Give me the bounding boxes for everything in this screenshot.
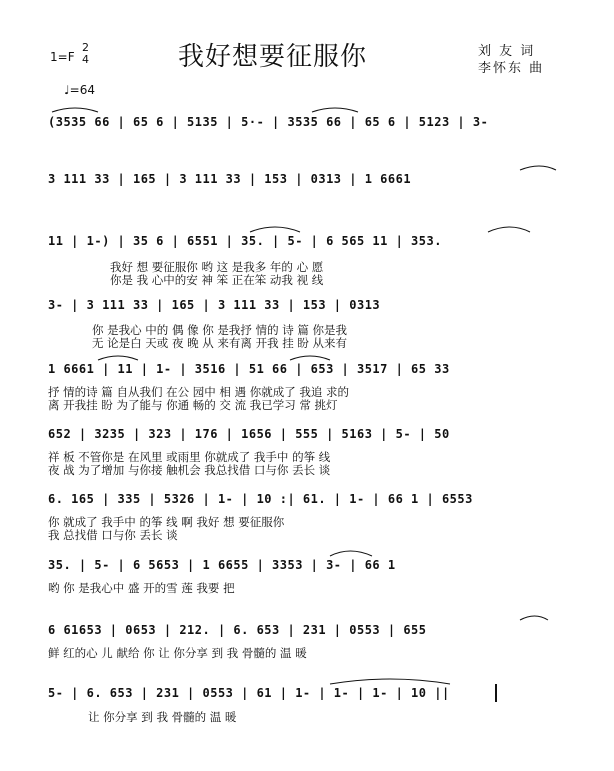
composer-credit: 李怀东 曲 [478,61,545,76]
slur [330,551,372,556]
slur [330,679,450,684]
lyrics-line-3a: 我好 想 要征服你 哟 这 是我多 年的 心 愿 [110,260,324,274]
notation-line-6: 652 | 3235 | 323 | 176 | 1656 | 555 | 5163 | 5- | 50 [48,427,450,441]
notation-line-3: 11 | 1-) | 35 6 | 6551 | 35. | 5- | 6 565 11 | 353. [48,234,442,248]
lyrics-line-6b: 夜 战 为了增加 与你接 触机会 我总找借 口与你 丢长 谈 [48,463,331,477]
lyrics-line-4b: 无 论是白 天或 夜 晚 从 来有离 开我 挂 盼 从来有 [92,336,348,350]
notation-line-5: 1 6661 | 11 | 1- | 3516 | 51 66 | 653 | 3517 | 65 33 [48,362,450,376]
lyrics-line-6a: 祥 板 不管你是 在风里 或雨里 你就成了 我手中 的筝 线 [48,450,331,464]
notation-line-2: 3 111 33 | 165 | 3 111 33 | 153 | 0313 | 1 6661 [48,172,412,186]
time-signature-denominator: 4 [82,53,89,66]
notation-line-9: 6 61653 | 0653 | 212. | 6. 653 | 231 | 0553 | 655 [48,623,427,637]
slur [488,227,530,232]
tempo-value: =64 [69,83,95,97]
quarter-note-icon: ♩ [64,83,70,97]
slur [250,227,300,232]
lyricist-credit: 刘 友 词 [478,44,536,59]
slur [312,108,358,112]
lyrics-line-8a: 哟 你 是我心中 盛 开的雪 莲 我要 把 [48,581,235,595]
time-signature-numerator: 2 [82,41,89,54]
notation-line-7: 6. 165 | 335 | 5326 | 1- | 10 :| 61. | 1- | 66 1 | 6553 [48,492,473,506]
lyrics-line-3b: 你是 我 心中的安 神 笨 正在笨 动我 视 线 [110,273,324,287]
slur [520,166,556,170]
slur [290,356,330,360]
notation-line-10: 5- | 6. 653 | 231 | 0553 | 61 | 1- | 1- | 1- | 10 || [48,686,450,700]
slur [98,356,138,360]
lyrics-line-5b: 离 开我挂 盼 为了能与 你通 畅的 交 流 我已学习 常 挑灯 [48,398,338,412]
lyrics-line-10a: 让 你分享 到 我 骨髓的 温 暖 [88,710,237,724]
key-signature: 1=F [50,50,75,64]
lyrics-line-7a: 你 就成了 我手中 的筝 线 啊 我好 想 要征服你 [48,515,285,529]
notation-line-1: (3535 66 | 65 6 | 5135 | 5·- | 3535 66 | 65 6 | 5123 | 3- [48,115,489,129]
lyrics-line-5a: 抒 情的诗 篇 自从我们 在公 园中 相 遇 你就成了 我追 求的 [48,385,350,399]
slur [52,108,98,112]
notation-line-8: 35. | 5- | 6 5653 | 1 6655 | 3353 | 3- | 66 1 [48,558,396,572]
song-title: 我好想要征服你 [178,42,368,72]
notation-line-4: 3- | 3 111 33 | 165 | 3 111 33 | 153 | 0313 [48,298,381,312]
lyrics-line-9a: 鲜 红的心 儿 献给 你 让 你分享 到 我 骨髓的 温 暖 [48,646,307,660]
lyrics-line-7b: 我 总找借 口与你 丢长 谈 [48,528,178,542]
slur [520,616,548,620]
lyrics-line-4a: 你 是我心 中的 偶 像 你 是我抒 情的 诗 篇 你是我 [92,323,348,337]
